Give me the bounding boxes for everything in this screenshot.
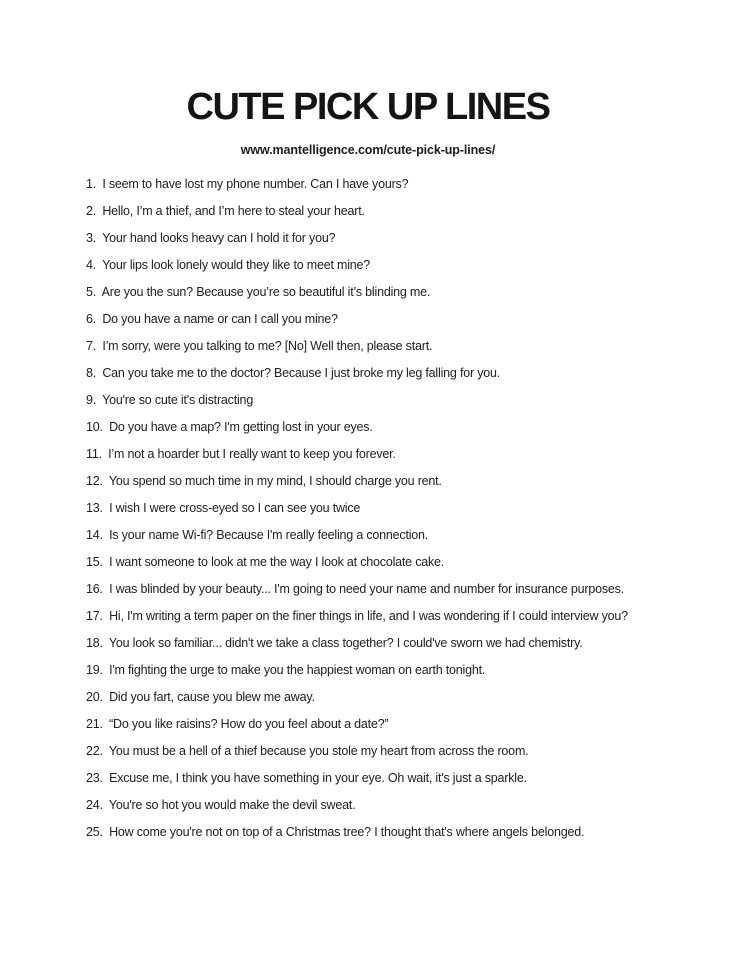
- pickup-line: [86, 229, 726, 247]
- line-number: 7.: [86, 339, 97, 353]
- pickup-lines-list: [0, 175, 736, 841]
- pickup-line: [86, 337, 726, 355]
- line-text: You're so hot you would make the devil sweat.: [108, 798, 356, 812]
- line-number: 2.: [86, 204, 97, 218]
- line-text: You spend so much time in my mind, I should charge you rent.: [108, 474, 442, 488]
- line-text: You look so familiar... didn't we take a class together? I could've sworn we had chemistry.: [108, 636, 583, 650]
- pickup-line: [86, 202, 726, 220]
- pickup-line: [86, 688, 726, 706]
- pickup-line: [86, 310, 726, 328]
- page-title: CUTE PICK UP LINES: [186, 86, 550, 128]
- line-number: 13.: [86, 501, 103, 515]
- line-number: 17.: [86, 609, 103, 623]
- line-number: 19.: [86, 663, 103, 677]
- pickup-line: [86, 175, 726, 193]
- line-text: I was blinded by your beauty... I'm going to need your name and number for insurance purposes.: [109, 582, 624, 596]
- line-number: 9.: [86, 393, 97, 407]
- pickup-line: [86, 526, 726, 544]
- pickup-line: [86, 823, 726, 841]
- line-number: 24.: [86, 798, 103, 812]
- pickup-line: [86, 796, 726, 814]
- pickup-line: [86, 634, 726, 652]
- line-number: 4.: [86, 258, 97, 272]
- line-number: 16.: [86, 582, 103, 596]
- line-text: You're so cute it's distracting: [102, 393, 254, 407]
- line-text: Did you fart, cause you blew me away.: [109, 690, 315, 704]
- line-number: 14.: [86, 528, 103, 542]
- line-text: I wish I were cross-eyed so I can see you twice: [109, 501, 361, 515]
- pickup-line: [86, 283, 726, 301]
- line-number: 20.: [86, 690, 103, 704]
- line-text: Can you take me to the doctor? Because I just broke my leg falling for you.: [102, 366, 501, 380]
- pickup-line: [86, 553, 726, 571]
- line-text: Excuse me, I think you have something in your eye. Oh wait, it's just a sparkle.: [109, 771, 527, 785]
- line-text: I'm fighting the urge to make you the happiest woman on earth tonight.: [109, 663, 486, 677]
- line-text: Are you the sun? Because you’re so beautiful it’s blinding me.: [101, 285, 431, 299]
- pickup-line: [86, 364, 726, 382]
- line-number: 3.: [86, 231, 97, 245]
- line-text: I’m not a hoarder but I really want to keep you forever.: [108, 447, 396, 461]
- line-number: 11.: [86, 447, 102, 461]
- line-text: How come you're not on top of a Christmas tree? I thought that's where angels belonged.: [109, 825, 585, 839]
- pickup-line: [86, 715, 726, 733]
- pickup-line: [86, 472, 726, 490]
- pickup-line: [86, 661, 726, 679]
- line-number: 18.: [86, 636, 103, 650]
- line-number: 1.: [86, 177, 97, 191]
- pickup-line: [86, 499, 726, 517]
- pickup-line: [86, 418, 726, 436]
- line-text: I’m sorry, were you talking to me? [No] Well then, please start.: [102, 339, 433, 353]
- pickup-line: [86, 769, 726, 787]
- pickup-line: [86, 742, 726, 760]
- pickup-line: [86, 445, 726, 463]
- line-text: I seem to have lost my phone number. Can I have yours?: [102, 177, 409, 191]
- line-text: Hi, I'm writing a term paper on the finer things in life, and I was wondering if I could interview you?: [109, 609, 628, 623]
- line-text: You must be a hell of a thief because you stole my heart from across the room.: [108, 744, 529, 758]
- line-number: 21.: [86, 717, 103, 731]
- pickup-line: [86, 256, 726, 274]
- line-number: 22.: [86, 744, 103, 758]
- line-number: 5.: [86, 285, 97, 299]
- line-text: Do you have a name or can I call you mine?: [102, 312, 338, 326]
- line-number: 23.: [86, 771, 103, 785]
- pickup-line: [86, 580, 726, 598]
- line-text: Hello, I’m a thief, and I’m here to steal your heart.: [102, 204, 365, 218]
- line-text: Is your name Wi-fi? Because I'm really feeling a connection.: [109, 528, 429, 542]
- line-number: 15.: [86, 555, 103, 569]
- line-number: 10.: [86, 420, 103, 434]
- line-text: “Do you like raisins? How do you feel about a date?”: [109, 717, 389, 731]
- pickup-line: [86, 607, 726, 625]
- line-number: 12.: [86, 474, 103, 488]
- source-url: www.mantelligence.com/cute-pick-up-lines/: [240, 143, 496, 157]
- line-text: Do you have a map? I'm getting lost in your eyes.: [109, 420, 373, 434]
- pickup-line: [86, 391, 726, 409]
- line-number: 25.: [86, 825, 103, 839]
- line-number: 8.: [86, 366, 97, 380]
- line-text: Your hand looks heavy can I hold it for you?: [102, 231, 336, 245]
- line-text: Your lips look lonely would they like to meet mine?: [102, 258, 371, 272]
- line-number: 6.: [86, 312, 97, 326]
- line-text: I want someone to look at me the way I look at chocolate cake.: [109, 555, 445, 569]
